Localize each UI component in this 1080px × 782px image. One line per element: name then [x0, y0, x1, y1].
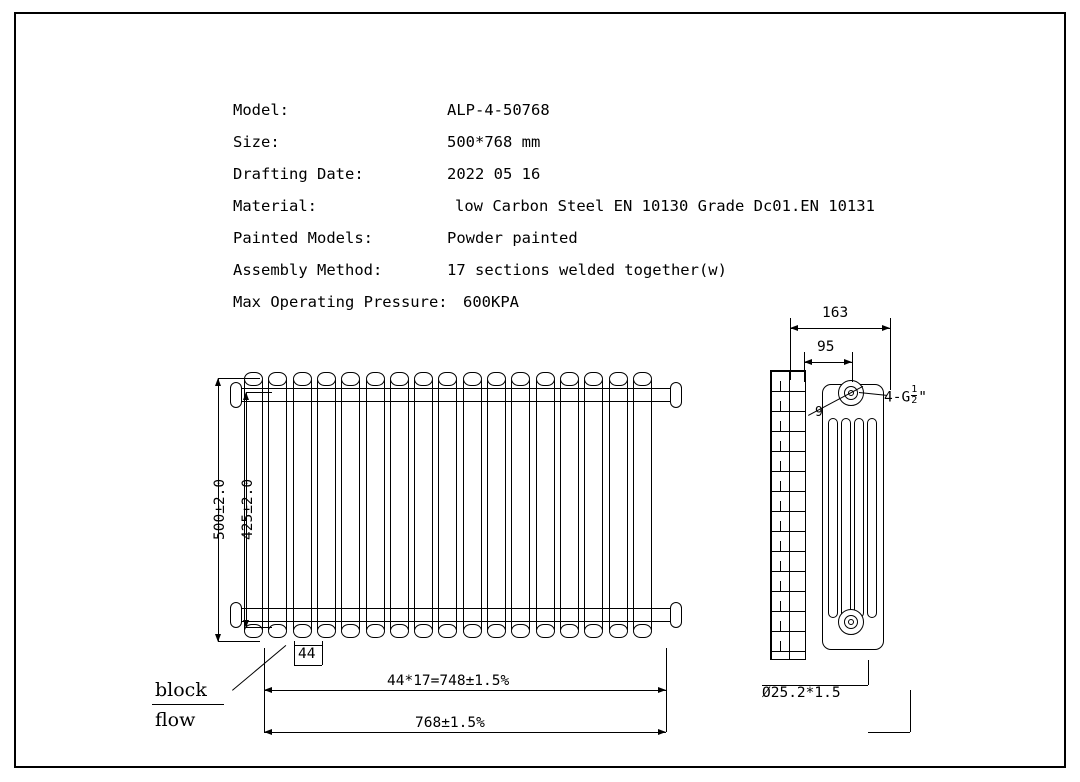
ext-line-width-left: [264, 690, 265, 732]
radiator-section: [341, 370, 360, 640]
dim-arrow-sections-left: [264, 687, 272, 693]
dim-arrow-width-right: [658, 729, 666, 735]
mark-9: 9: [815, 405, 823, 420]
connection-fraction-numerator: 1: [911, 384, 918, 395]
spec-label-assembly-method: Assembly Method:: [233, 261, 383, 279]
valve-port-bottom: [838, 609, 864, 635]
spec-value-size: 500*768 mm: [447, 133, 541, 151]
radiator-section: [268, 370, 287, 640]
radiator-section: [293, 370, 312, 640]
dim-arrow-sections-right: [658, 687, 666, 693]
wall-hatching: [770, 370, 806, 660]
spec-value-material: low Carbon Steel EN 10130 Grade Dc01.EN 10131: [455, 197, 875, 215]
spec-value-painted-models: Powder painted: [447, 229, 578, 247]
dim-label-section-pitch: 44: [298, 646, 316, 662]
section-tube: [438, 380, 457, 630]
spec-value-assembly-method: 17 sections welded together(w): [447, 261, 727, 279]
radiator-section: [633, 370, 652, 640]
section-cap-bottom: [584, 624, 603, 638]
section-cap-bottom: [511, 624, 530, 638]
ext-line-163-right: [890, 318, 891, 390]
dim-arrow-500-top: [215, 378, 221, 386]
section-cap-bottom: [390, 624, 409, 638]
end-cap-bottom-right: [670, 602, 682, 628]
section-cap-bottom: [463, 624, 482, 638]
radiator-section: [390, 370, 409, 640]
inner-tube-3: [854, 418, 864, 618]
label-connection: [884, 385, 927, 406]
callout-flow: flow: [155, 709, 196, 731]
section-tube: [633, 380, 652, 630]
spec-label-model: Model:: [233, 101, 289, 119]
end-cap-top-left: [230, 382, 242, 408]
section-cap-top: [609, 372, 628, 386]
radiator-section: [560, 370, 579, 640]
connection-fraction-denominator: 2: [911, 395, 918, 407]
dim-line-width: [264, 732, 666, 733]
section-tube: [293, 380, 312, 630]
section-tube: [268, 380, 287, 630]
spec-label-painted-models: Painted Models:: [233, 229, 373, 247]
section-cap-bottom: [536, 624, 555, 638]
radiator-section: [584, 370, 603, 640]
section-cap-top: [511, 372, 530, 386]
section-cap-bottom: [293, 624, 312, 638]
radiator-section: [511, 370, 530, 640]
section-cap-bottom: [317, 624, 336, 638]
section-cap-top: [341, 372, 360, 386]
inner-tube-4: [867, 418, 877, 618]
ext-line-sections-left: [264, 648, 265, 690]
ext-line-sections-right: [666, 648, 667, 690]
radiator-section: [487, 370, 506, 640]
radiator-section: [414, 370, 433, 640]
ext-line-425-bottom: [246, 627, 272, 628]
spec-value-max-pressure: 600KPA: [463, 293, 519, 311]
radiator-section: [317, 370, 336, 640]
dim-arrow-425-top: [243, 392, 249, 400]
spec-label-material: Material:: [233, 197, 317, 215]
spec-label-max-pressure: Max Operating Pressure:: [233, 293, 448, 311]
section-tube: [317, 380, 336, 630]
dim-arrow-163-left: [790, 325, 798, 331]
ext-line-95-right: [852, 352, 853, 382]
ext-line-500-top: [218, 378, 260, 379]
ext-line-tube-spec: [868, 660, 869, 685]
dim-arrow-95-right: [844, 359, 852, 365]
section-cap-bottom: [609, 624, 628, 638]
inner-tube-2: [841, 418, 851, 618]
section-tube: [511, 380, 530, 630]
front-view-radiator: [236, 370, 676, 640]
radiator-section: [366, 370, 385, 640]
section-tube: [463, 380, 482, 630]
ext-line-425-top: [246, 392, 272, 393]
spec-value-drafting-date: 2022 05 16: [447, 165, 541, 183]
section-tube: [341, 380, 360, 630]
section-cap-bottom: [414, 624, 433, 638]
ext-line-95-left: [804, 352, 805, 382]
baseline-right: [868, 732, 910, 733]
dim-line-44-bottom: [294, 665, 322, 666]
section-cap-top: [584, 372, 603, 386]
dim-label-depth-inner: 95: [817, 339, 835, 355]
section-tube: [584, 380, 603, 630]
section-cap-top: [390, 372, 409, 386]
section-cap-top: [414, 372, 433, 386]
radiator-section: [438, 370, 457, 640]
spec-label-drafting-date: Drafting Date:: [233, 165, 364, 183]
spec-value-model: ALP-4-50768: [447, 101, 550, 119]
section-tube: [390, 380, 409, 630]
section-tube: [414, 380, 433, 630]
end-cap-top-right: [670, 382, 682, 408]
inner-tube-1: [828, 418, 838, 618]
section-cap-bottom: [438, 624, 457, 638]
ext-line-width-right: [666, 690, 667, 732]
section-cap-top: [438, 372, 457, 386]
ext-line-163-left: [790, 318, 791, 380]
dim-arrow-width-left: [264, 729, 272, 735]
radiator-section: [536, 370, 555, 640]
dim-label-height-centers: 425±2.0: [240, 478, 256, 540]
section-cap-top: [560, 372, 579, 386]
dim-arrow-163-right: [882, 325, 890, 331]
radiator-section: [609, 370, 628, 640]
section-cap-top: [633, 372, 652, 386]
radiator-section: [463, 370, 482, 640]
section-tube: [366, 380, 385, 630]
dim-line-163: [790, 328, 890, 329]
ext-line-500-bottom: [218, 641, 260, 642]
section-cap-bottom: [341, 624, 360, 638]
section-cap-top: [487, 372, 506, 386]
callout-underline: [152, 704, 224, 705]
connection-fraction: [911, 385, 917, 406]
dim-line-sections: [264, 690, 666, 691]
ext-line-baseline-right: [910, 690, 911, 732]
section-tube: [560, 380, 579, 630]
end-cap-bottom-left: [230, 602, 242, 628]
section-cap-top: [317, 372, 336, 386]
section-cap-top: [244, 372, 263, 386]
dim-label-height-overall: 500±2.0: [212, 478, 228, 540]
section-tube: [536, 380, 555, 630]
dim-label-width-overall: 768±1.5%: [415, 715, 485, 731]
connection-suffix: ": [918, 389, 927, 406]
section-tube: [609, 380, 628, 630]
section-tube: [487, 380, 506, 630]
dim-label-sections-total: 44*17=748±1.5%: [387, 673, 510, 689]
dim-label-tube-spec: Ø25.2*1.5: [762, 685, 841, 701]
section-cap-top: [536, 372, 555, 386]
label-connection-text: 4-G: [884, 389, 911, 406]
callout-block: block: [155, 679, 207, 701]
ext-line-44-right: [322, 641, 323, 665]
section-cap-top: [293, 372, 312, 386]
dim-label-depth-overall: 163: [822, 305, 849, 321]
section-cap-bottom: [560, 624, 579, 638]
dim-arrow-95-left: [804, 359, 812, 365]
section-cap-bottom: [633, 624, 652, 638]
section-cap-top: [463, 372, 482, 386]
section-cap-bottom: [487, 624, 506, 638]
section-cap-top: [268, 372, 287, 386]
spec-label-size: Size:: [233, 133, 280, 151]
section-cap-top: [366, 372, 385, 386]
section-cap-bottom: [366, 624, 385, 638]
